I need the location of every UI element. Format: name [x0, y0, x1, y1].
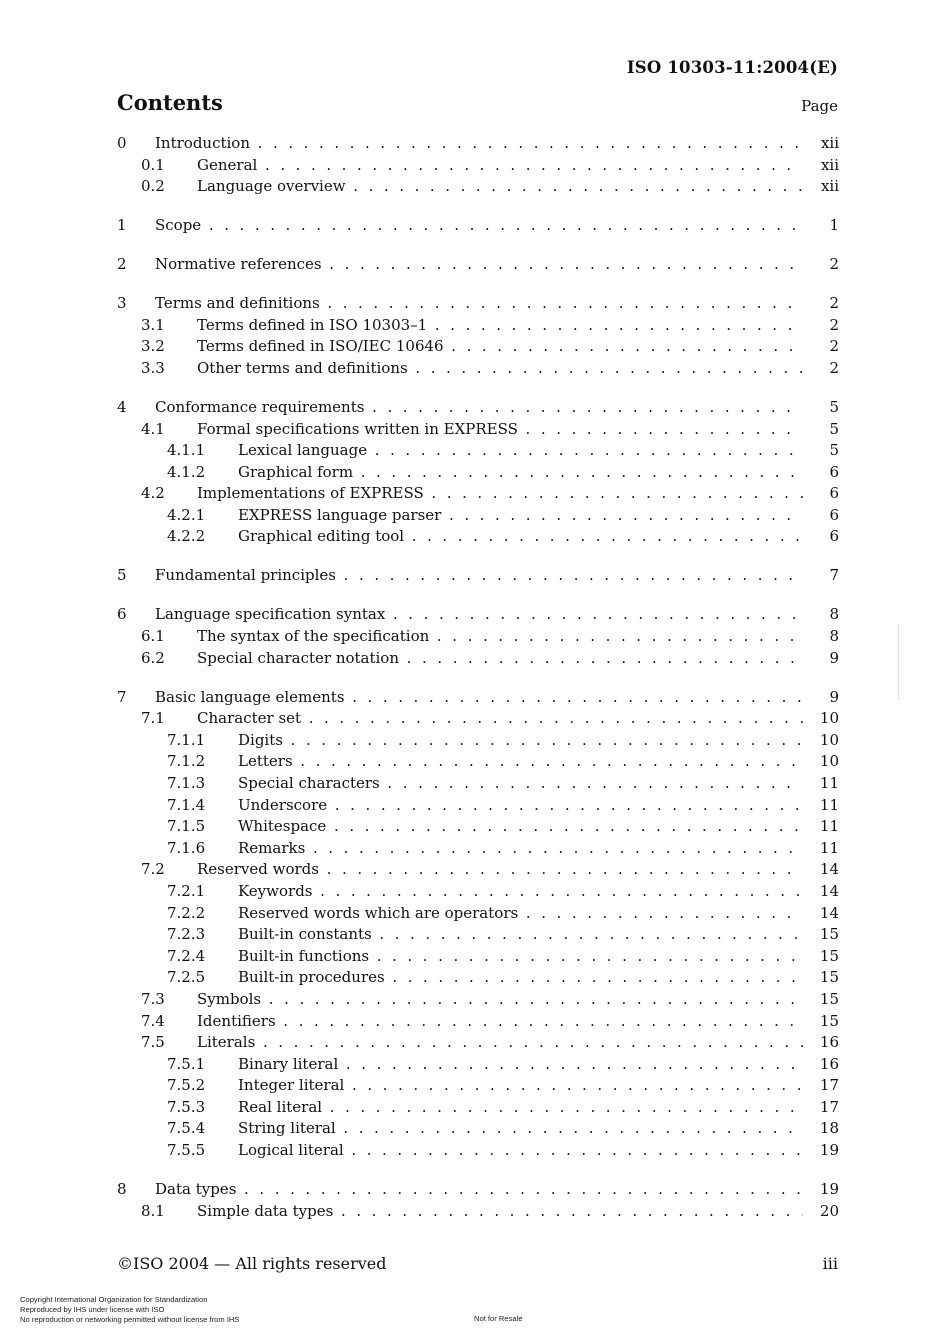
- toc-entry-number: 8.1: [141, 1201, 165, 1220]
- toc-entry[interactable]: [117, 989, 839, 1011]
- toc-entry-number: 7.5.1: [167, 1054, 206, 1073]
- toc-entry[interactable]: [117, 133, 839, 155]
- toc-entry-title: Letters . . .: [238, 751, 803, 773]
- toc-entry-title: Lexical language . . .: [238, 440, 803, 462]
- toc-entry[interactable]: [117, 505, 839, 527]
- toc-entry-title: Whitespace . . .: [238, 816, 803, 838]
- toc-entry-page: 6: [829, 462, 839, 481]
- toc-entry-title: Real literal . . .: [238, 1097, 803, 1119]
- toc-entry-page: 9: [829, 648, 839, 667]
- toc-entry[interactable]: [117, 751, 839, 773]
- toc-entry-page: 6: [829, 484, 839, 503]
- toc-entry-number: 7.2.2: [167, 903, 206, 922]
- toc-entry[interactable]: [117, 1201, 839, 1223]
- toc-entry-page: 19: [819, 1141, 839, 1160]
- toc-entry-number: 7.5: [141, 1033, 165, 1052]
- toc-entry-title: Implementations of EXPRESS . . .: [197, 483, 803, 505]
- toc-entry[interactable]: [117, 1011, 839, 1033]
- toc-entry-number: 7.2.3: [167, 925, 206, 944]
- toc-entry-title: Fundamental principles . . .: [155, 565, 803, 587]
- toc-entry-number: 3.1: [141, 315, 165, 334]
- toc-entry-title: Simple data types . . .: [197, 1201, 803, 1223]
- toc-entry-title: Character set . . .: [197, 708, 803, 730]
- toc-entry-title: Reserved words which are operators . . .: [238, 903, 803, 925]
- toc-entry[interactable]: [117, 1118, 839, 1140]
- toc-entry-page: xii: [820, 134, 839, 152]
- toc-entry-page: 11: [819, 773, 839, 792]
- toc-entry-number: 7.5.3: [167, 1097, 206, 1116]
- toc-entry[interactable]: [117, 419, 839, 441]
- toc-entry-number: 4.1.1: [167, 441, 206, 460]
- toc-entry-number: 0.1: [141, 155, 165, 174]
- toc-entry-title: EXPRESS language parser . . .: [238, 505, 803, 527]
- toc-entry-page: 16: [819, 1033, 839, 1052]
- toc-entry-number: 7.2.4: [167, 946, 206, 965]
- toc-entry-page: xii: [820, 155, 839, 174]
- toc-entry-page: 11: [819, 817, 839, 836]
- toc-entry[interactable]: [117, 293, 839, 315]
- toc-entry-number: 7.1.5: [167, 817, 206, 836]
- toc-entry-title: Special character notation . . .: [197, 648, 803, 670]
- toc-entry-title: Scope . . .: [155, 215, 803, 237]
- toc-entry-page: 8: [829, 627, 839, 646]
- toc-entry-page: 5: [829, 397, 839, 416]
- toc-entry-page: 10: [819, 752, 839, 771]
- toc-entry-number: 2: [117, 255, 127, 274]
- toc-entry-page: 17: [819, 1097, 839, 1116]
- toc-entry-number: 7.3: [141, 989, 165, 1008]
- toc-entry[interactable]: [117, 1140, 839, 1162]
- toc-entry[interactable]: [117, 176, 839, 198]
- toc-entry[interactable]: [117, 1075, 839, 1097]
- toc-entry-number: 7.4: [141, 1011, 165, 1030]
- toc-entry-number: 4: [117, 397, 127, 416]
- toc-entry-page: 2: [829, 294, 839, 313]
- toc-entry-page: 18: [819, 1119, 839, 1138]
- toc-entry[interactable]: [117, 730, 839, 752]
- table-of-contents: [117, 133, 839, 1222]
- toc-entry-number: 7.1: [141, 709, 165, 728]
- toc-entry[interactable]: [117, 358, 839, 380]
- toc-entry-title: Terms defined in ISO 10303–1 . . .: [197, 315, 803, 337]
- toc-entry-title: Graphical editing tool . . .: [238, 526, 803, 548]
- toc-entry-title: Logical literal . . .: [238, 1140, 803, 1162]
- toc-entry-number: 7: [117, 687, 127, 706]
- toc-entry-page: 11: [819, 838, 839, 857]
- toc-entry-title: Digits . . .: [238, 730, 803, 752]
- toc-entry[interactable]: [117, 215, 839, 237]
- toc-entry-page: 2: [829, 358, 839, 377]
- toc-entry-number: 6: [117, 605, 127, 624]
- toc-entry[interactable]: [117, 687, 839, 709]
- toc-entry-title: Introduction . . .: [155, 133, 803, 155]
- toc-entry-page: 5: [829, 419, 839, 438]
- document-code: ISO 10303-11:2004(E): [626, 58, 838, 77]
- notice-line: Reproduced by IHS under license with ISO: [20, 1305, 165, 1314]
- toc-entry-page: 8: [829, 605, 839, 624]
- toc-entry-title: Other terms and definitions . . .: [197, 358, 803, 380]
- toc-entry-number: 5: [117, 566, 127, 585]
- toc-entry-title: General . . .: [197, 155, 803, 177]
- toc-entry[interactable]: [117, 838, 839, 860]
- toc-entry-page: 15: [819, 946, 839, 965]
- toc-entry[interactable]: [117, 881, 839, 903]
- toc-entry[interactable]: [117, 773, 839, 795]
- toc-entry-number: 7.1.3: [167, 773, 206, 792]
- toc-entry[interactable]: [117, 946, 839, 968]
- toc-entry[interactable]: [117, 440, 839, 462]
- toc-entry-page: 14: [819, 903, 839, 922]
- toc-entry-title: Graphical form . . .: [238, 462, 803, 484]
- toc-entry-page: 16: [819, 1054, 839, 1073]
- toc-entry-title: Literals . . .: [197, 1032, 803, 1054]
- toc-entry-number: 4.2: [141, 484, 165, 503]
- copyright-notice: [20, 1295, 239, 1325]
- toc-entry-title: Remarks . . .: [238, 838, 803, 860]
- toc-entry-title: String literal . . .: [238, 1118, 803, 1140]
- toc-entry-title: Built-in procedures . . .: [238, 967, 803, 989]
- toc-entry-page: 14: [819, 881, 839, 900]
- toc-entry[interactable]: [117, 397, 839, 419]
- toc-entry-title: Conformance requirements . . .: [155, 397, 803, 419]
- toc-entry[interactable]: [117, 483, 839, 505]
- toc-entry-title: Integer literal . . .: [238, 1075, 803, 1097]
- footer-page-number: iii: [822, 1254, 838, 1273]
- toc-entry-title: Basic language elements . . .: [155, 687, 803, 709]
- toc-entry-number: 3.3: [141, 358, 165, 377]
- toc-entry[interactable]: [117, 315, 839, 337]
- toc-entry-number: 0: [117, 134, 127, 152]
- toc-entry-number: 4.1: [141, 419, 165, 438]
- toc-entry-title: Data types . . .: [155, 1179, 803, 1201]
- page-column-label: Page: [801, 97, 838, 115]
- toc-entry-number: 7.1.6: [167, 838, 206, 857]
- toc-entry-number: 3.2: [141, 337, 165, 356]
- toc-entry[interactable]: [117, 565, 839, 587]
- toc-entry-title: Built-in functions . . .: [238, 946, 803, 968]
- toc-entry[interactable]: [117, 155, 839, 177]
- toc-entry-page: 15: [819, 1011, 839, 1030]
- toc-entry-page: 2: [829, 255, 839, 274]
- toc-entry-title: Formal specifications written in EXPRESS . . .: [197, 419, 803, 441]
- toc-entry-title: Normative references . . .: [155, 254, 803, 276]
- toc-entry-number: 4.2.2: [167, 527, 206, 546]
- toc-entry-page: 7: [829, 566, 839, 585]
- footer-copyright: ©ISO 2004 — All rights reserved: [117, 1254, 387, 1273]
- toc-entry-page: 6: [829, 527, 839, 546]
- not-for-resale: Not for Resale: [474, 1314, 523, 1323]
- toc-entry-page: 11: [819, 795, 839, 814]
- toc-entry-page: 10: [819, 730, 839, 749]
- toc-entry[interactable]: [117, 526, 839, 548]
- toc-entry-page: 14: [819, 860, 839, 879]
- toc-entry-page: 17: [819, 1076, 839, 1095]
- toc-entry[interactable]: [117, 462, 839, 484]
- toc-entry[interactable]: [117, 648, 839, 670]
- toc-entry-number: 7.5.2: [167, 1076, 206, 1095]
- toc-entry-title: Language specification syntax . . .: [155, 604, 803, 626]
- contents-title: Contents: [117, 90, 223, 115]
- toc-entry-page: 15: [819, 989, 839, 1008]
- toc-entry[interactable]: [117, 903, 839, 925]
- toc-entry-number: 7.1.2: [167, 752, 206, 771]
- toc-entry-title: Identifiers . . .: [197, 1011, 803, 1033]
- toc-entry-page: xii: [820, 177, 839, 196]
- toc-entry-title: Terms defined in ISO/IEC 10646 . . .: [197, 336, 803, 358]
- toc-entry-title: Binary literal . . .: [238, 1054, 803, 1076]
- toc-entry-number: 6.1: [141, 627, 165, 646]
- toc-entry-title: Terms and definitions . . .: [155, 293, 803, 315]
- toc-entry-title: Special characters . . .: [238, 773, 803, 795]
- toc-entry-page: 10: [819, 709, 839, 728]
- toc-entry-page: 5: [829, 441, 839, 460]
- toc-entry-page: 2: [829, 315, 839, 334]
- toc-entry[interactable]: [117, 1054, 839, 1076]
- toc-entry-number: 4.2.1: [167, 505, 206, 524]
- toc-entry-title: Underscore . . .: [238, 795, 803, 817]
- toc-entry-number: 7.1.1: [167, 730, 206, 749]
- toc-entry-title: Keywords . . .: [238, 881, 803, 903]
- toc-entry-number: 8: [117, 1180, 127, 1199]
- toc-entry[interactable]: [117, 604, 839, 626]
- toc-entry-number: 7.2.1: [167, 881, 206, 900]
- side-watermark-mark: [898, 625, 903, 700]
- toc-entry[interactable]: [117, 1032, 839, 1054]
- toc-entry[interactable]: [117, 859, 839, 881]
- notice-line: Copyright International Organization for Standardization: [20, 1295, 208, 1304]
- toc-entry-page: 6: [829, 505, 839, 524]
- toc-entry-page: 1: [829, 216, 839, 235]
- toc-entry[interactable]: [117, 924, 839, 946]
- toc-entry-number: 3: [117, 294, 127, 313]
- toc-entry[interactable]: [117, 336, 839, 358]
- toc-entry-page: 19: [819, 1180, 839, 1199]
- toc-entry[interactable]: [117, 816, 839, 838]
- toc-entry-title: Reserved words . . .: [197, 859, 803, 881]
- toc-entry-page: 20: [819, 1201, 839, 1220]
- notice-line: No reproduction or networking permitted without license from IHS: [20, 1315, 240, 1324]
- toc-entry-page: 9: [829, 687, 839, 706]
- toc-entry-page: 15: [819, 925, 839, 944]
- toc-entry-title: The syntax of the specification . . .: [197, 626, 803, 648]
- toc-entry-title: Language overview . . .: [197, 176, 803, 198]
- toc-entry[interactable]: [117, 626, 839, 648]
- toc-entry-number: 7.2: [141, 860, 165, 879]
- toc-entry-number: 7.1.4: [167, 795, 206, 814]
- toc-entry-number: 1: [117, 216, 127, 235]
- toc-entry[interactable]: [117, 1097, 839, 1119]
- toc-entry-page: 2: [829, 337, 839, 356]
- toc-entry-number: 6.2: [141, 648, 165, 667]
- toc-entry[interactable]: [117, 1179, 839, 1201]
- toc-entry-page: 15: [819, 968, 839, 987]
- toc-entry-number: 7.5.5: [167, 1141, 206, 1160]
- toc-entry-number: 0.2: [141, 177, 165, 196]
- toc-entry[interactable]: [117, 967, 839, 989]
- toc-entry-number: 7.2.5: [167, 968, 206, 987]
- toc-entry[interactable]: [117, 254, 839, 276]
- toc-entry-title: Symbols . . .: [197, 989, 803, 1011]
- toc-entry-number: 7.5.4: [167, 1119, 206, 1138]
- toc-entry[interactable]: [117, 708, 839, 730]
- toc-entry-number: 4.1.2: [167, 462, 206, 481]
- toc-entry-title: Built-in constants . . .: [238, 924, 803, 946]
- toc-entry[interactable]: [117, 795, 839, 817]
